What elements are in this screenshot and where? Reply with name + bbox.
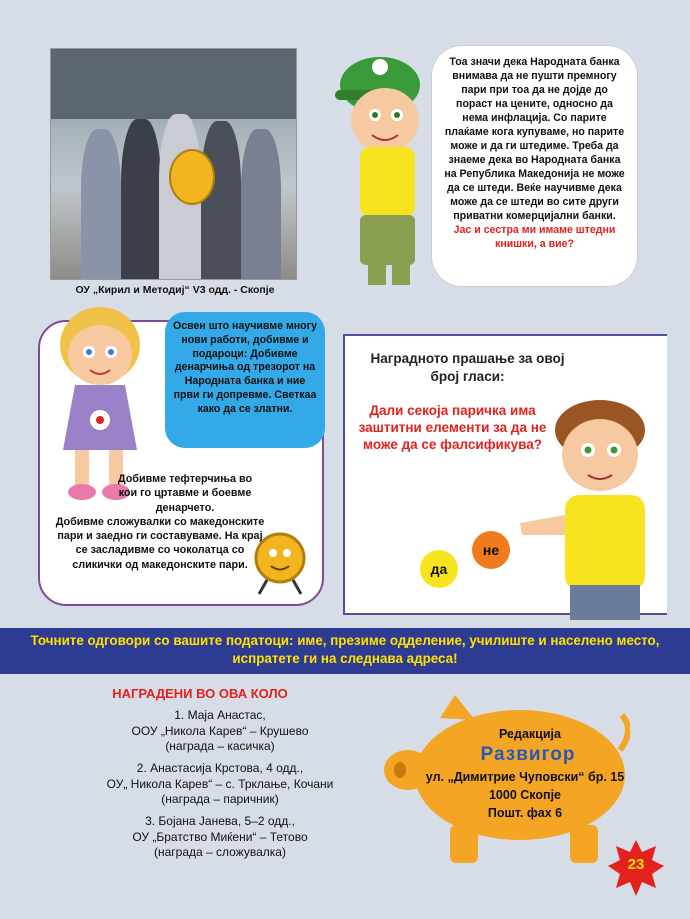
boy-quiz-illustration bbox=[520, 395, 670, 620]
winner-item bbox=[70, 814, 370, 861]
answer-yes[interactable]: да bbox=[420, 550, 458, 588]
winner-2-prize: (награда – паричник) bbox=[161, 792, 279, 807]
address-pobox: Пошт. фах 6 bbox=[487, 806, 563, 820]
razvigor-logo: Развигор bbox=[480, 744, 576, 765]
instructions-banner: Точните одговори со вашите податоци: име, презиме одделение, училиште и населено место, испратете ги на следнава адреса! bbox=[0, 628, 690, 674]
girl-bubble-text: Освен што научивме многу нови работи, добивме и подароци: Добивме денарчиња од трезорот на Народната банка и ние први ги допревме. Светкаа како да се златни. bbox=[173, 320, 317, 415]
winner-item bbox=[70, 761, 370, 808]
class-photo bbox=[50, 48, 297, 280]
winner-item bbox=[70, 708, 370, 755]
winner-1-school: ООУ „Никола Карев“ – Крушево bbox=[131, 723, 309, 738]
boy-cap-illustration bbox=[330, 35, 440, 285]
quiz-question: Дали секоја паричка има заштитни елементи за да не може да се фалсификува? bbox=[358, 403, 547, 452]
winner-3-name: 3. Бојана Јанева, 5–2 одд., bbox=[145, 814, 295, 828]
photo-caption: ОУ „Кирил и Методиј“ V3 одд. - Скопје bbox=[75, 284, 275, 296]
winner-1-prize: (награда – касичка) bbox=[165, 739, 275, 754]
address-city: 1000 Скопје bbox=[488, 788, 561, 802]
boy-bubble-red-text: Јас и сестра ми имаме штедни книшки, а вие? bbox=[453, 223, 616, 250]
winner-1-name: 1. Маја Анастас, bbox=[174, 708, 266, 722]
winner-2-name: 2. Анастасија Крстова, 4 одд., bbox=[136, 761, 304, 775]
coin-mascot-icon bbox=[245, 528, 315, 598]
winners-title: НАГРАДЕНИ ВО ОВА КОЛО bbox=[112, 686, 288, 701]
address-street: ул. „Димитрие Чуповски“ бр. 15 bbox=[425, 770, 625, 784]
gifts-text-1: Добивме тефтерчиња во кои го цртавме и боевме денарчето. bbox=[117, 473, 253, 514]
winner-2-school: ОУ„ Никола Карев“ – с. Трклање, Кочани bbox=[106, 776, 334, 791]
winner-3-school: ОУ „Братство Миќени“ – Тетово bbox=[132, 829, 308, 844]
address-editorial: Редакција bbox=[499, 727, 561, 741]
page-number: 23 bbox=[627, 856, 645, 873]
boy-speech-bubble bbox=[432, 46, 637, 286]
girl-speech-bubble bbox=[165, 312, 325, 448]
answer-no[interactable]: не bbox=[472, 531, 510, 569]
winner-3-prize: (награда – сложувалка) bbox=[154, 845, 286, 860]
gifts-text-2: Добивме сложувалки со македонските пари и заедно ги составуваме. На крај се засладивме со чоколатца со сликички од македонските пари. bbox=[55, 515, 265, 571]
quiz-title: Наградното прашање за овој број гласи: bbox=[370, 351, 565, 384]
boy-bubble-text: Тоа значи дека Народната банка внимава да не пушти премногу пари при тоа да не дојде до пораст на цените, односно да нема инфлација. Со парите плаќаме кога купуваме, но парите може и да ги штедиме. Треба да знаеме дека во Народната банка на Република Македонија не може да се штеди. Веќе научивме дека може да се штеди во сите други приватни комерцијални банки. bbox=[444, 56, 625, 222]
